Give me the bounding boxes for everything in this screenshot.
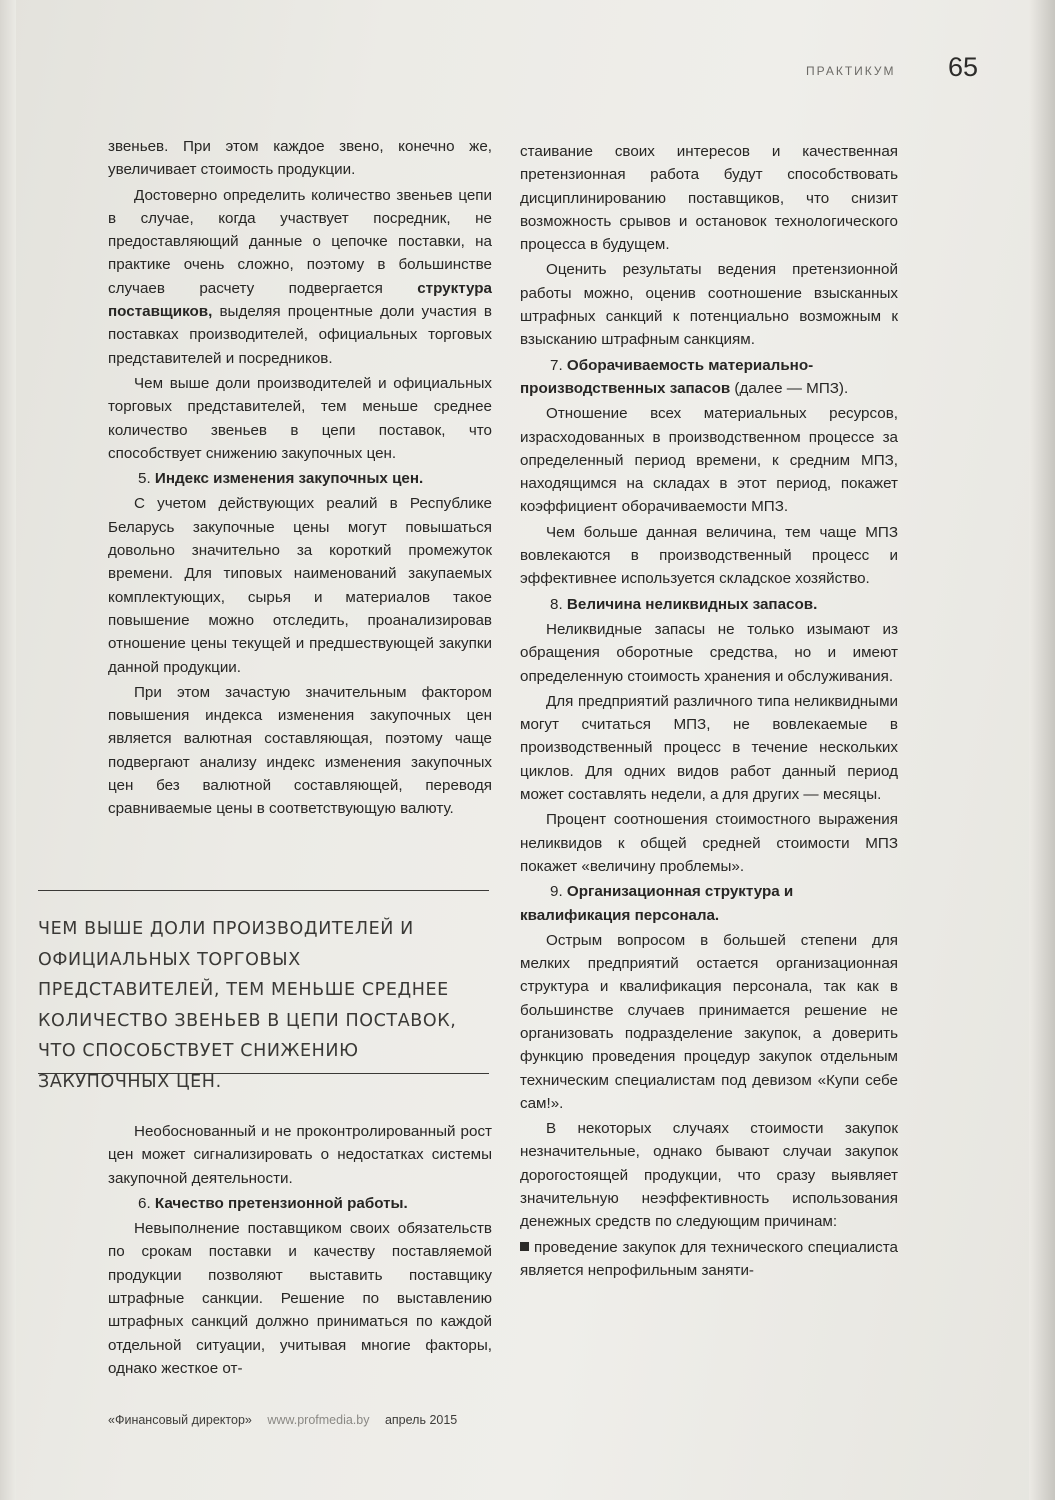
paragraph: звеньев. При этом каждое звено, конечно же, увеличивает стоимость продукции. — [108, 138, 492, 179]
heading-number: 8. — [550, 595, 563, 613]
section-heading-9 — [520, 880, 898, 927]
page-number: 65 — [948, 52, 979, 82]
page-edge-left — [0, 0, 16, 1500]
left-column-top — [108, 135, 492, 823]
pull-quote-text: ЧЕМ ВЫШЕ ДОЛИ ПРОИЗВОДИТЕЛЕЙ И ОФИЦИАЛЬНЫХ ТОРГОВЫХ ПРЕДСТАВИТЕЛЕЙ, ТЕМ МЕНЬШЕ СРЕДНЕЕ КОЛИЧЕСТВО ЗВЕНЬЕВ В ЦЕПИ ПОСТАВОК, ЧТО СПОСОБСТВУЕТ СНИЖЕНИЮ ЗАКУПОЧНЫХ ЦЕН. — [38, 919, 457, 1092]
right-column — [520, 140, 898, 1284]
bullet-item — [520, 1236, 898, 1283]
paragraph: Необоснованный и не проконтролированный рост цен может сигнализировать о недостатках системы закупочной деятельности. — [108, 1123, 492, 1187]
heading-text: Величина неликвидных запасов. — [566, 595, 818, 613]
paragraph: Чем выше доли производителей и официальных торговых представителей, тем меньше среднее количество звеньев в цепи поставок, что способствует снижению закупочных цен. — [108, 374, 492, 462]
paragraph: При этом зачастую значительным фактором повышения индекса изменения закупочных цен является валютная составляющая, поэтому чаще подвергают анализу индекс изменения закупочных цен без валютной составляющей, переводя сравниваемые цены в соответствующую валюту. — [108, 683, 492, 818]
heading-number: 7. — [550, 356, 563, 374]
footer-magazine: «Финансовый директор» — [108, 1413, 252, 1427]
heading-text: Оборачиваемость материально-производственных запасов — [520, 356, 814, 397]
paragraph: Отношение всех материальных ресурсов, израсходованных в производственном процессе за определенный период времени, к средним МПЗ, находящимся на складах в этот период, покажет коэффициент оборачиваемости МПЗ. — [520, 405, 898, 516]
paragraph: С учетом действующих реалий в Республике Беларусь закупочные цены могут повышаться довольно значительно за короткий промежуток времени. Для типовых наименований закупаемых комплектующих, сырья и материалов такое повышение можно отследить, проанализировав отношение цены текущей и предшествующей закупки данной продукции. — [108, 495, 492, 676]
left-column-bottom — [108, 1120, 492, 1382]
pull-quote-rule-top — [38, 890, 489, 891]
section-heading-5 — [108, 467, 492, 490]
paragraph-text: Достоверно определить количество звеньев цепи в случае, когда участвует посредник, не предоставляющий данные о цепочке поставки, на практике очень сложно, поэтому в большинстве случаев расчету подвергается — [108, 186, 492, 297]
page-header — [770, 52, 1000, 84]
paragraph: стаивание своих интересов и качественная претензионная работа будут способствовать дисциплинированию поставщиков, что снизит возможность срывов и остановок технологического процесса в будущем. — [520, 143, 898, 254]
heading-text: Организационная структура и квалификация персонала. — [520, 883, 794, 924]
footer-url: www.profmedia.by — [267, 1413, 370, 1427]
page-footer — [108, 1413, 508, 1427]
heading-text: Качество претензионной работы. — [154, 1194, 408, 1212]
heading-text: Индекс изменения закупочных цен. — [154, 470, 424, 488]
page-edge-right — [1029, 0, 1055, 1500]
heading-tail: (далее — МПЗ). — [730, 379, 849, 397]
paragraph: Для предприятий различного типа неликвидными могут считаться МПЗ, не вовлекаемые в производственный процесс в течение нескольких циклов. Для одних видов работ данный период может составлять недели, а для других — месяцы. — [520, 692, 898, 804]
paragraph: Невыполнение поставщиком своих обязательств по срокам поставки и качеству поставляемой продукции позволяют выставить поставщику штрафные санкции. Решение по выставлению штрафных санкций должно приниматься по каждой отдельной ситуации, учитывая многие факторы, однако жесткое от- — [108, 1220, 492, 1377]
square-bullet-icon — [520, 1242, 529, 1251]
paragraph — [108, 184, 492, 370]
paragraph: Чем больше данная величина, тем чаще МПЗ вовлекаются в производственный процесс и эффективнее используется складское хозяйство. — [520, 523, 898, 588]
heading-number: 6. — [138, 1194, 151, 1212]
section-heading-7 — [520, 354, 898, 401]
section-label: ПРАКТИКУМ — [806, 64, 896, 78]
paragraph: Неликвидные запасы не только изымают из обращения оборотные средства, но и имеют определенную стоимость хранения и обслуживания. — [520, 620, 898, 685]
heading-number: 5. — [138, 470, 151, 488]
paragraph: Острым вопросом в большей степени для мелких предприятий остается организационная структура и квалификация персонала, так как в большинстве случаев принимается решение не организовать подразделение закупок, а доверить функцию проведения процедур закупок отдельным техническим специалистам под девизом «Купи себе сам!». — [520, 931, 898, 1112]
paragraph: В некоторых случаях стоимости закупок незначительные, однако бывают случаи закупок дорогостоящей продукции, что сразу выявляет значительную неэффективность использования денежных средств по следующим причинам: — [520, 1120, 898, 1231]
heading-number: 9. — [550, 883, 563, 901]
paragraph: Оценить результаты ведения претензионной работы можно, оценив соотношение взысканных штрафных санкций к потенциально возможным к взысканию штрафным санкциям. — [520, 261, 898, 349]
paragraph-text: выделяя процентные доли участия в поставках производителей, официальных торговых представителей и посредников. — [108, 303, 492, 367]
footer-issue: апрель 2015 — [384, 1413, 458, 1427]
bullet-text: проведение закупок для технического специалиста является непрофильным заняти- — [520, 1238, 898, 1279]
section-heading-8 — [520, 593, 898, 616]
pull-quote — [38, 890, 489, 1092]
pull-quote-rule-bottom — [38, 1073, 489, 1074]
bold-term: структура поставщиков, — [108, 279, 492, 321]
section-heading-6 — [108, 1192, 492, 1215]
paragraph: Процент соотношения стоимостного выражения неликвидов к общей средней стоимости МПЗ покажет «величину проблемы». — [520, 811, 898, 875]
